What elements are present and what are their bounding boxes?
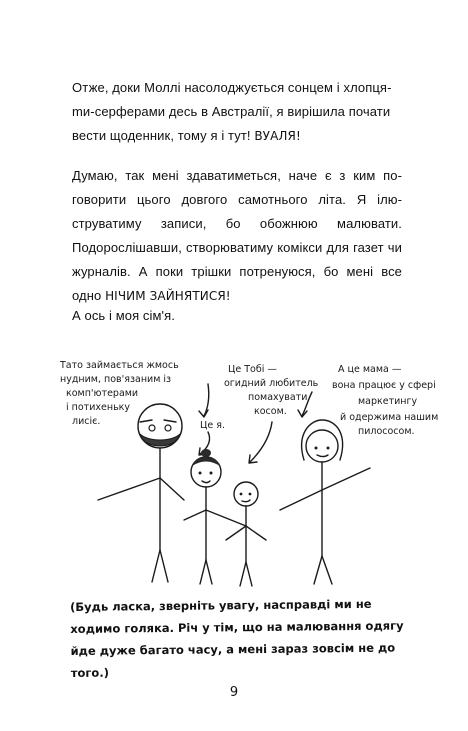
me-figure bbox=[184, 449, 246, 584]
dad-note-line: і потихеньку bbox=[66, 402, 131, 413]
mom-note-line: А це мама — bbox=[338, 364, 402, 375]
dad-figure bbox=[98, 404, 184, 582]
page-number: 9 bbox=[229, 685, 239, 700]
mom-figure bbox=[280, 420, 370, 584]
toby-note-line: Це Тобі — bbox=[228, 364, 277, 375]
mom-note-line: пилососом. bbox=[358, 426, 415, 437]
toby-note-line: помахувати bbox=[248, 392, 308, 403]
mom-note-line: й одержима нашим bbox=[340, 412, 439, 423]
toby-figure bbox=[226, 482, 266, 586]
dad-note-line: лисіє. bbox=[72, 416, 101, 427]
nothing-to-do-exclamation: НІЧИМ ЗАЙНЯТИСЯ! bbox=[105, 289, 231, 303]
toby-arrow bbox=[250, 422, 272, 462]
family-illustration bbox=[40, 350, 440, 590]
toby-note-line: огидний любитель bbox=[224, 378, 319, 389]
dad-note-line: нудним, пов'язаним із bbox=[60, 374, 172, 385]
mom-note-line: маркетингу bbox=[358, 396, 418, 407]
me-note: Це я. bbox=[200, 420, 225, 431]
dad-arrow-head bbox=[199, 410, 208, 417]
paragraph-summer: Думаю, так мені здаватиметься, наче є з ким поговорити цього довгого самотнього літа. Я ілюструватиму записи, бо обожнюю малювати. Подорослішавши, створюватиму комікси для газет чи журналів. А поки трішки потренуюся, бо мені все одно НІЧИМ ЗАЙНЯТИСЯ! bbox=[72, 168, 402, 303]
toby-note-line: косом. bbox=[254, 406, 287, 417]
voila-exclamation: ВУАЛЯ! bbox=[254, 129, 301, 143]
paragraph-intro: Отже, доки Моллі насолоджується сонцем і хлопцяmи-серферами десь в Австралії, я вирішила почати вести щоденник, тому я і тут! ВУАЛЯ! bbox=[72, 80, 392, 143]
dad-note bbox=[59, 360, 179, 427]
dad-note-line: комп'ютерами bbox=[66, 388, 139, 399]
illustration-caption: (Будь ласка, зверніть увагу, насправді ми не ходимо голяка. Річ у тім, що на малювання одягу йде дуже багато часу, а мені зараз зовсім не до того.) bbox=[70, 596, 404, 680]
mom-note bbox=[332, 364, 438, 437]
mom-note-line: вона працює у сфері bbox=[332, 380, 436, 391]
dad-note-line: Тато займається жмось bbox=[60, 360, 179, 371]
paragraph-family-intro: А ось і моя сім'я. bbox=[72, 308, 175, 323]
